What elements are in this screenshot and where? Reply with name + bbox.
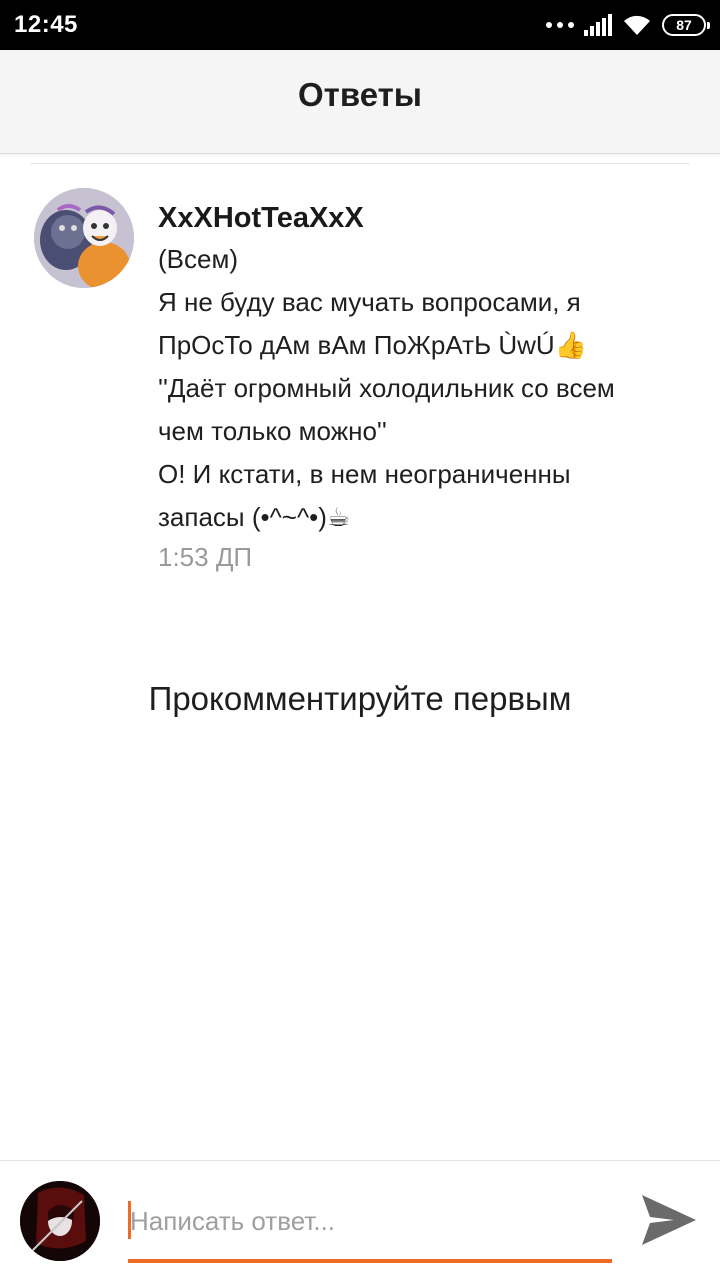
message-line: О! И кстати, в нем неограниченны [158, 459, 571, 489]
battery-level: 87 [676, 17, 692, 33]
message-line: ''Даёт огромный холодильник со всем [158, 373, 615, 403]
message-line: ПрОсТо дАм вАм ПоЖрАтЬ ÙwÚ👍 [158, 330, 588, 360]
message-line: (Всем) [158, 244, 238, 274]
divider [30, 163, 690, 164]
battery-icon [662, 14, 706, 36]
page-title: Ответы [298, 76, 422, 113]
signal-icon [584, 14, 612, 36]
reply-bar [0, 1160, 720, 1280]
app-bar [0, 50, 720, 154]
status-icons [546, 12, 706, 38]
status-bar [0, 0, 720, 50]
wifi-icon [622, 14, 652, 36]
status-time: 12:45 [14, 11, 78, 38]
send-icon [640, 1193, 698, 1247]
author-avatar[interactable] [34, 188, 134, 288]
signal-dots-icon [546, 22, 574, 28]
author-name[interactable]: XxXHotTeaXxX [158, 202, 364, 234]
message-line: Я не буду вас мучать вопросами, я [158, 287, 581, 317]
message-line: запасы (•^~^•)☕ [158, 502, 351, 532]
post-body [158, 198, 698, 577]
user-avatar[interactable] [20, 1181, 100, 1261]
post-timestamp: 1:53 ДП [158, 542, 253, 572]
reply-field-wrapper [128, 1189, 612, 1263]
empty-comments-text: Прокомментируйте первым [148, 680, 572, 717]
send-button[interactable] [636, 1187, 702, 1253]
reply-input[interactable] [130, 1197, 600, 1245]
message-line: чем только можно'' [158, 416, 387, 446]
